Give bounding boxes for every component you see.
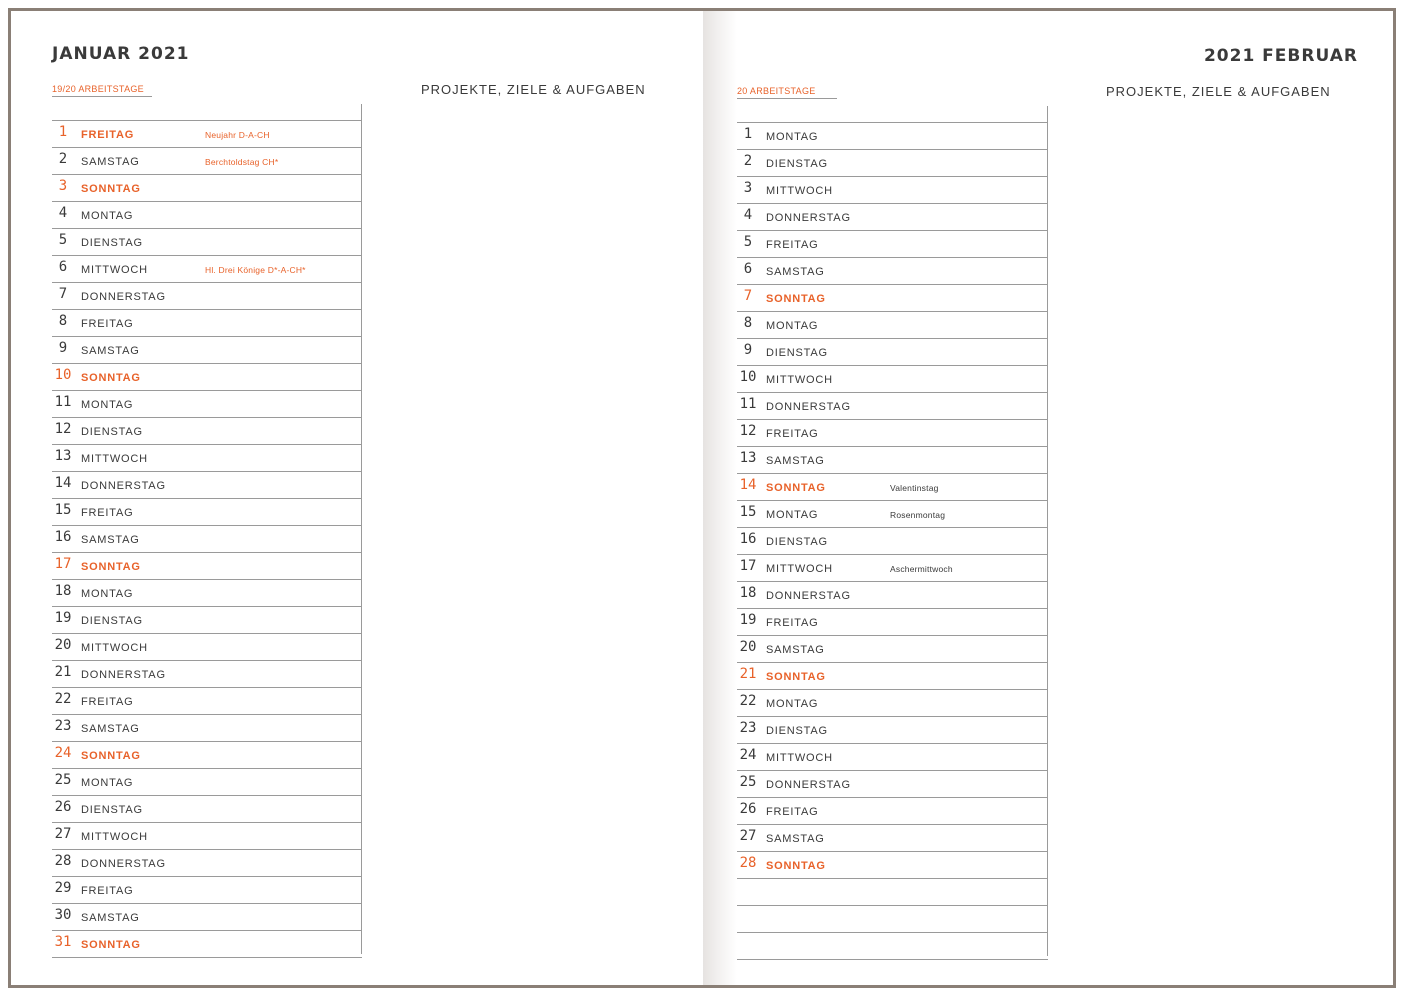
day-number: 14 bbox=[739, 477, 757, 493]
day-number: 13 bbox=[54, 448, 72, 464]
day-row bbox=[737, 636, 1048, 663]
day-number: 26 bbox=[739, 801, 757, 817]
day-row bbox=[737, 933, 1048, 960]
right-workdays: 20 ARBEITSTAGE bbox=[737, 86, 816, 96]
weekday-name: SONNTAG bbox=[766, 671, 826, 683]
weekday-name: SONNTAG bbox=[81, 939, 141, 951]
day-number: 6 bbox=[743, 261, 753, 277]
day-number: 9 bbox=[743, 342, 753, 358]
weekday-name: DIENSTAG bbox=[766, 347, 828, 359]
holiday-note: Hl. Drei Könige D*-A-CH* bbox=[205, 265, 306, 275]
day-number: 21 bbox=[54, 664, 72, 680]
day-number: 8 bbox=[58, 313, 68, 329]
day-number: 18 bbox=[739, 585, 757, 601]
day-row bbox=[52, 229, 362, 256]
day-number: 25 bbox=[54, 772, 72, 788]
day-row bbox=[52, 526, 362, 553]
day-number: 5 bbox=[58, 232, 68, 248]
day-row bbox=[52, 634, 362, 661]
day-row bbox=[737, 771, 1048, 798]
weekday-name: SONNTAG bbox=[766, 293, 826, 305]
day-number: 19 bbox=[739, 612, 757, 628]
day-row bbox=[737, 204, 1048, 231]
day-row bbox=[737, 852, 1048, 879]
day-number: 20 bbox=[54, 637, 72, 653]
weekday-name: SONNTAG bbox=[766, 482, 826, 494]
weekday-name: FREITAG bbox=[766, 428, 819, 440]
holiday-note: Rosenmontag bbox=[890, 510, 946, 520]
day-row bbox=[52, 202, 362, 229]
day-number: 4 bbox=[743, 207, 753, 223]
day-row bbox=[737, 258, 1048, 285]
weekday-name: SAMSTAG bbox=[81, 723, 140, 735]
day-row bbox=[52, 283, 362, 310]
weekday-name: SONNTAG bbox=[766, 860, 826, 872]
weekday-name: MONTAG bbox=[766, 509, 819, 521]
weekday-name: FREITAG bbox=[81, 507, 134, 519]
weekday-name: MONTAG bbox=[81, 210, 134, 222]
weekday-name: MONTAG bbox=[81, 588, 134, 600]
day-row bbox=[737, 366, 1048, 393]
day-number: 5 bbox=[743, 234, 753, 250]
day-row bbox=[52, 553, 362, 580]
weekday-name: FREITAG bbox=[766, 239, 819, 251]
day-row bbox=[737, 474, 1048, 501]
day-number: 31 bbox=[54, 934, 72, 950]
day-number: 26 bbox=[54, 799, 72, 815]
weekday-name: SAMSTAG bbox=[81, 156, 140, 168]
page-gutter bbox=[703, 11, 737, 985]
day-number: 30 bbox=[54, 907, 72, 923]
day-number: 3 bbox=[58, 178, 68, 194]
day-row bbox=[737, 663, 1048, 690]
day-number: 22 bbox=[739, 693, 757, 709]
left-day-list bbox=[52, 120, 362, 958]
day-row bbox=[52, 580, 362, 607]
day-row bbox=[737, 150, 1048, 177]
day-row bbox=[737, 582, 1048, 609]
day-number: 10 bbox=[739, 369, 757, 385]
day-number: 16 bbox=[739, 531, 757, 547]
day-row bbox=[737, 528, 1048, 555]
day-row bbox=[737, 177, 1048, 204]
weekday-name: MITTWOCH bbox=[81, 642, 148, 654]
day-row bbox=[737, 123, 1048, 150]
weekday-name: FREITAG bbox=[81, 318, 134, 330]
day-row bbox=[737, 879, 1048, 906]
day-row bbox=[52, 742, 362, 769]
day-number: 14 bbox=[54, 475, 72, 491]
day-number: 27 bbox=[54, 826, 72, 842]
left-workdays: 19/20 ARBEITSTAGE bbox=[52, 84, 144, 94]
day-number: 11 bbox=[739, 396, 757, 412]
weekday-name: MONTAG bbox=[766, 131, 819, 143]
weekday-name: DIENSTAG bbox=[81, 237, 143, 249]
day-row bbox=[52, 904, 362, 931]
day-number: 17 bbox=[739, 558, 757, 574]
weekday-name: MONTAG bbox=[81, 399, 134, 411]
day-number: 2 bbox=[58, 151, 68, 167]
weekday-name: DONNERSTAG bbox=[766, 401, 851, 413]
day-number: 11 bbox=[54, 394, 72, 410]
day-row bbox=[52, 850, 362, 877]
day-row bbox=[52, 715, 362, 742]
weekday-name: MITTWOCH bbox=[81, 453, 148, 465]
holiday-note: Berchtoldstag CH* bbox=[205, 157, 279, 167]
weekday-name: MITTWOCH bbox=[766, 374, 833, 386]
day-row bbox=[52, 121, 362, 148]
weekday-name: SAMSTAG bbox=[766, 644, 825, 656]
day-row bbox=[52, 364, 362, 391]
weekday-name: MITTWOCH bbox=[81, 264, 148, 276]
day-number: 22 bbox=[54, 691, 72, 707]
holiday-note: Neujahr D-A-CH bbox=[205, 130, 270, 140]
day-number: 13 bbox=[739, 450, 757, 466]
day-number: 6 bbox=[58, 259, 68, 275]
weekday-name: MITTWOCH bbox=[766, 185, 833, 197]
day-row bbox=[737, 609, 1048, 636]
holiday-note: Aschermittwoch bbox=[890, 564, 953, 574]
weekday-name: MONTAG bbox=[766, 698, 819, 710]
day-row bbox=[737, 744, 1048, 771]
day-row bbox=[52, 796, 362, 823]
day-number: 12 bbox=[54, 421, 72, 437]
day-number: 28 bbox=[739, 855, 757, 871]
day-row bbox=[52, 310, 362, 337]
day-number: 7 bbox=[743, 288, 753, 304]
weekday-name: DONNERSTAG bbox=[81, 858, 166, 870]
day-number: 12 bbox=[739, 423, 757, 439]
weekday-name: DONNERSTAG bbox=[766, 590, 851, 602]
day-number: 9 bbox=[58, 340, 68, 356]
right-section-title: PROJEKTE, ZIELE & AUFGABEN bbox=[1106, 84, 1331, 99]
day-row bbox=[737, 312, 1048, 339]
weekday-name: MITTWOCH bbox=[81, 831, 148, 843]
weekday-name: SAMSTAG bbox=[81, 534, 140, 546]
day-number: 1 bbox=[743, 126, 753, 142]
day-row bbox=[737, 690, 1048, 717]
day-row bbox=[737, 906, 1048, 933]
day-row bbox=[52, 148, 362, 175]
weekday-name: FREITAG bbox=[81, 696, 134, 708]
weekday-name: FREITAG bbox=[766, 806, 819, 818]
day-number: 21 bbox=[739, 666, 757, 682]
day-row bbox=[52, 931, 362, 958]
day-number: 3 bbox=[743, 180, 753, 196]
weekday-name: SONNTAG bbox=[81, 372, 141, 384]
day-number: 4 bbox=[58, 205, 68, 221]
day-row bbox=[737, 339, 1048, 366]
day-row bbox=[52, 499, 362, 526]
day-number: 23 bbox=[739, 720, 757, 736]
day-number: 15 bbox=[739, 504, 757, 520]
day-row bbox=[52, 688, 362, 715]
day-row bbox=[737, 447, 1048, 474]
day-number: 18 bbox=[54, 583, 72, 599]
weekday-name: SAMSTAG bbox=[766, 266, 825, 278]
right-workdays-rule bbox=[737, 98, 837, 99]
day-row bbox=[52, 769, 362, 796]
weekday-name: SAMSTAG bbox=[766, 455, 825, 467]
weekday-name: SONNTAG bbox=[81, 561, 141, 573]
day-number: 8 bbox=[743, 315, 753, 331]
day-number: 7 bbox=[58, 286, 68, 302]
day-number: 19 bbox=[54, 610, 72, 626]
day-row bbox=[737, 501, 1048, 528]
day-number: 2 bbox=[743, 153, 753, 169]
left-month-title: JANUAR 2021 bbox=[52, 44, 190, 64]
day-row bbox=[52, 445, 362, 472]
day-number: 15 bbox=[54, 502, 72, 518]
day-row bbox=[52, 607, 362, 634]
day-row bbox=[737, 393, 1048, 420]
day-row bbox=[52, 391, 362, 418]
day-row bbox=[52, 661, 362, 688]
day-row bbox=[737, 717, 1048, 744]
day-row bbox=[737, 825, 1048, 852]
day-row bbox=[737, 420, 1048, 447]
weekday-name: SAMSTAG bbox=[81, 345, 140, 357]
day-row bbox=[737, 798, 1048, 825]
weekday-name: DONNERSTAG bbox=[81, 669, 166, 681]
weekday-name: DIENSTAG bbox=[81, 426, 143, 438]
day-row bbox=[737, 231, 1048, 258]
right-day-list bbox=[737, 122, 1048, 960]
weekday-name: DONNERSTAG bbox=[766, 212, 851, 224]
weekday-name: SONNTAG bbox=[81, 750, 141, 762]
weekday-name: MITTWOCH bbox=[766, 563, 833, 575]
weekday-name: DIENSTAG bbox=[81, 804, 143, 816]
holiday-note: Valentinstag bbox=[890, 483, 939, 493]
weekday-name: SAMSTAG bbox=[81, 912, 140, 924]
day-row bbox=[52, 472, 362, 499]
weekday-name: MONTAG bbox=[766, 320, 819, 332]
day-number: 20 bbox=[739, 639, 757, 655]
day-row bbox=[52, 175, 362, 202]
weekday-name: DIENSTAG bbox=[766, 158, 828, 170]
weekday-name: SAMSTAG bbox=[766, 833, 825, 845]
weekday-name: DIENSTAG bbox=[81, 615, 143, 627]
day-number: 29 bbox=[54, 880, 72, 896]
weekday-name: FREITAG bbox=[766, 617, 819, 629]
day-number: 10 bbox=[54, 367, 72, 383]
weekday-name: FREITAG bbox=[81, 129, 135, 141]
day-row bbox=[737, 555, 1048, 582]
day-row bbox=[737, 285, 1048, 312]
day-row bbox=[52, 418, 362, 445]
weekday-name: DONNERSTAG bbox=[81, 291, 166, 303]
day-number: 1 bbox=[58, 124, 68, 140]
right-month-title: 2021 FEBRUAR bbox=[1203, 46, 1358, 66]
weekday-name: DONNERSTAG bbox=[766, 779, 851, 791]
day-number: 25 bbox=[739, 774, 757, 790]
day-number: 27 bbox=[739, 828, 757, 844]
weekday-name: DIENSTAG bbox=[766, 725, 828, 737]
day-row bbox=[52, 823, 362, 850]
day-row bbox=[52, 256, 362, 283]
day-number: 17 bbox=[54, 556, 72, 572]
weekday-name: DIENSTAG bbox=[766, 536, 828, 548]
weekday-name: FREITAG bbox=[81, 885, 134, 897]
day-number: 28 bbox=[54, 853, 72, 869]
day-row bbox=[52, 877, 362, 904]
day-row bbox=[52, 337, 362, 364]
day-number: 24 bbox=[739, 747, 757, 763]
day-number: 16 bbox=[54, 529, 72, 545]
weekday-name: DONNERSTAG bbox=[81, 480, 166, 492]
weekday-name: MITTWOCH bbox=[766, 752, 833, 764]
weekday-name: SONNTAG bbox=[81, 183, 141, 195]
weekday-name: MONTAG bbox=[81, 777, 134, 789]
left-workdays-rule bbox=[52, 96, 152, 97]
day-number: 24 bbox=[54, 745, 72, 761]
day-number: 23 bbox=[54, 718, 72, 734]
left-section-title: PROJEKTE, ZIELE & AUFGABEN bbox=[421, 82, 646, 97]
